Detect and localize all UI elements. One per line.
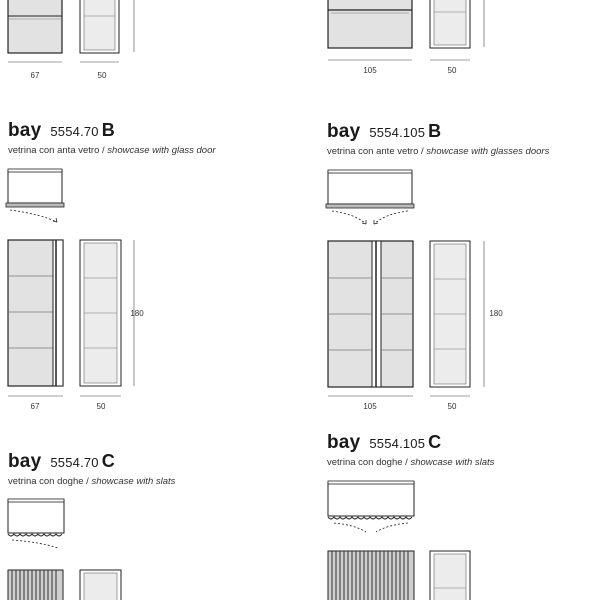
height-label: 180 (489, 309, 503, 318)
product-code: 5554.70 (50, 455, 99, 470)
height-label: 180 (130, 309, 144, 318)
depth-label: 50 (447, 402, 457, 411)
width-label: 105 (363, 402, 377, 411)
depth-label: 50 (96, 402, 106, 411)
dimension-label: 67 (30, 71, 40, 80)
description-english: showcase with glasses doors (426, 146, 550, 157)
product-variant: B (428, 121, 442, 141)
product-variant: B (101, 120, 115, 140)
product-code: 5554.70 (50, 124, 99, 139)
description-italian: vetrina con doghe (8, 476, 84, 487)
description-english: showcase with slats (410, 457, 495, 468)
product-name: bay (8, 120, 42, 141)
product-code: 5554.105 (369, 125, 426, 140)
description-separator: / (402, 457, 411, 468)
product-variant: C (101, 451, 115, 471)
product-name: bay (327, 432, 361, 453)
dimension-label: 105 (363, 66, 377, 75)
product-name: bay (8, 451, 42, 472)
description-separator: / (418, 146, 427, 157)
description-italian: vetrina con doghe (327, 457, 403, 468)
description-separator: / (83, 476, 92, 487)
dimension-label: 50 (97, 71, 107, 80)
description-separator: / (99, 145, 108, 156)
description-english: showcase with glass door (107, 145, 216, 156)
product-variant: C (428, 432, 442, 452)
width-label: 67 (30, 402, 40, 411)
product-name: bay (327, 121, 361, 142)
description-italian: vetrina con ante vetro (327, 146, 419, 157)
description-italian: vetrina con anta vetro (8, 145, 100, 156)
description-english: showcase with slats (91, 476, 176, 487)
dimension-label: 50 (447, 66, 457, 75)
product-code: 5554.105 (369, 436, 426, 451)
